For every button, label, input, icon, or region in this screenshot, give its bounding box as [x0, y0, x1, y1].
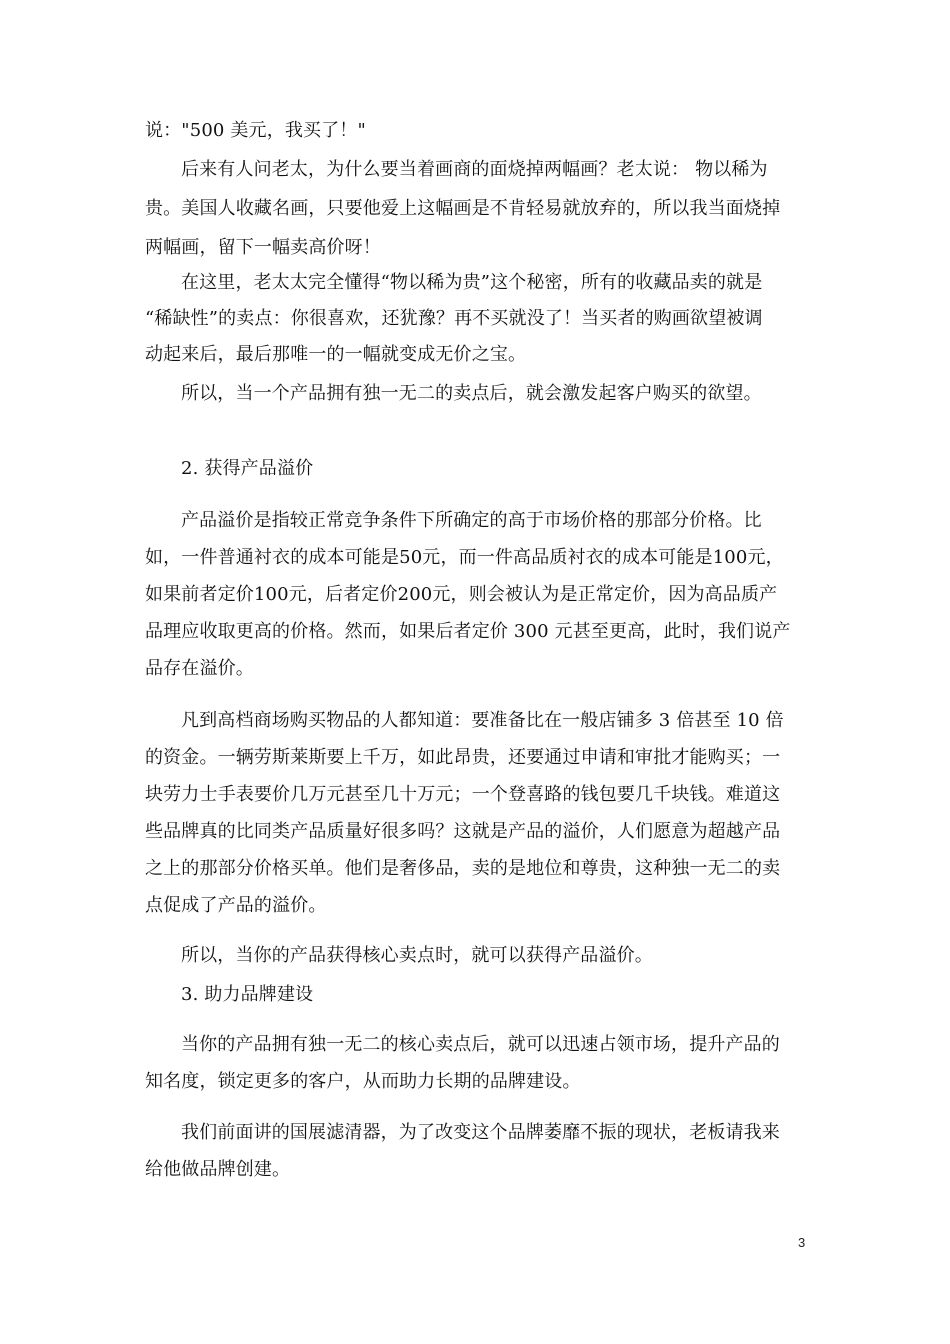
text-line: 在这里，老太太完全懂得“物以稀为贵”这个秘密，所有的收藏品卖的就是: [181, 272, 763, 293]
text-line: 贵。美国人收藏名画，只要他爱上这幅画是不肯轻易就放弃的，所以我当面烧掉: [145, 198, 781, 219]
text-line: 块劳力士手表要价几万元甚至几十万元；一个登喜路的钱包要几千块钱。难道这: [145, 784, 781, 805]
text-line: “稀缺性”的卖点：你很喜欢，还犹豫？再不买就没了！当买者的购画欲望被调: [145, 308, 763, 329]
text-line: 品理应收取更高的价格。然而，如果后者定价 300 元甚至更高，此时，我们说产: [145, 621, 791, 642]
text-line: 如果前者定价100元，后者定价200元，则会被认为是正常定价，因为高品质产: [145, 584, 778, 605]
text-line: 后来有人问老太，为什么要当着画商的面烧掉两幅画？老太说： 物以稀为: [181, 159, 768, 180]
text-line: 如，一件普通衬衣的成本可能是50元，而一件高品质衬衣的成本可能是100元，: [145, 547, 784, 568]
text-line: 凡到高档商场购买物品的人都知道：要准备比在一般店铺多 3 倍甚至 10 倍: [181, 710, 784, 731]
text-line: 点促成了产品的溢价。: [145, 895, 327, 916]
text-line: 些品牌真的比同类产品质量好很多吗？这就是产品的溢价，人们愿意为超越产品: [145, 821, 781, 842]
text-line: 产品溢价是指较正常竞争条件下所确定的高于市场价格的那部分价格。比: [181, 510, 762, 531]
text-line: 给他做品牌创建。: [145, 1159, 291, 1180]
text-line: 品存在溢价。: [145, 658, 254, 679]
section-heading: 2. 获得产品溢价: [181, 458, 314, 479]
page-number: 3: [798, 1235, 806, 1250]
text-line: 我们前面讲的国展滤清器，为了改变这个品牌萎靡不振的现状，老板请我来: [181, 1122, 780, 1143]
text-line: 动起来后，最后那唯一的一幅就变成无价之宝。: [145, 344, 527, 365]
text-line: 之上的那部分价格买单。他们是奢侈品，卖的是地位和尊贵，这种独一无二的卖: [145, 858, 781, 879]
text-line: 当你的产品拥有独一无二的核心卖点后，就可以迅速占领市场，提升产品的: [181, 1034, 780, 1055]
text-line: 知名度，锁定更多的客户，从而助力长期的品牌建设。: [145, 1071, 581, 1092]
text-line: 所以，当一个产品拥有独一无二的卖点后，就会激发起客户购买的欲望。: [181, 383, 762, 404]
text-line: 说："500 美元，我买了！": [145, 120, 366, 141]
text-line: 所以，当你的产品获得核心卖点时，就可以获得产品溢价。: [181, 945, 653, 966]
section-heading: 3. 助力品牌建设: [181, 984, 314, 1005]
text-line: 两幅画，留下一幅卖高价呀！: [145, 237, 381, 258]
text-line: 的资金。一辆劳斯莱斯要上千万，如此昂贵，还要通过申请和审批才能购买；一: [145, 747, 781, 768]
